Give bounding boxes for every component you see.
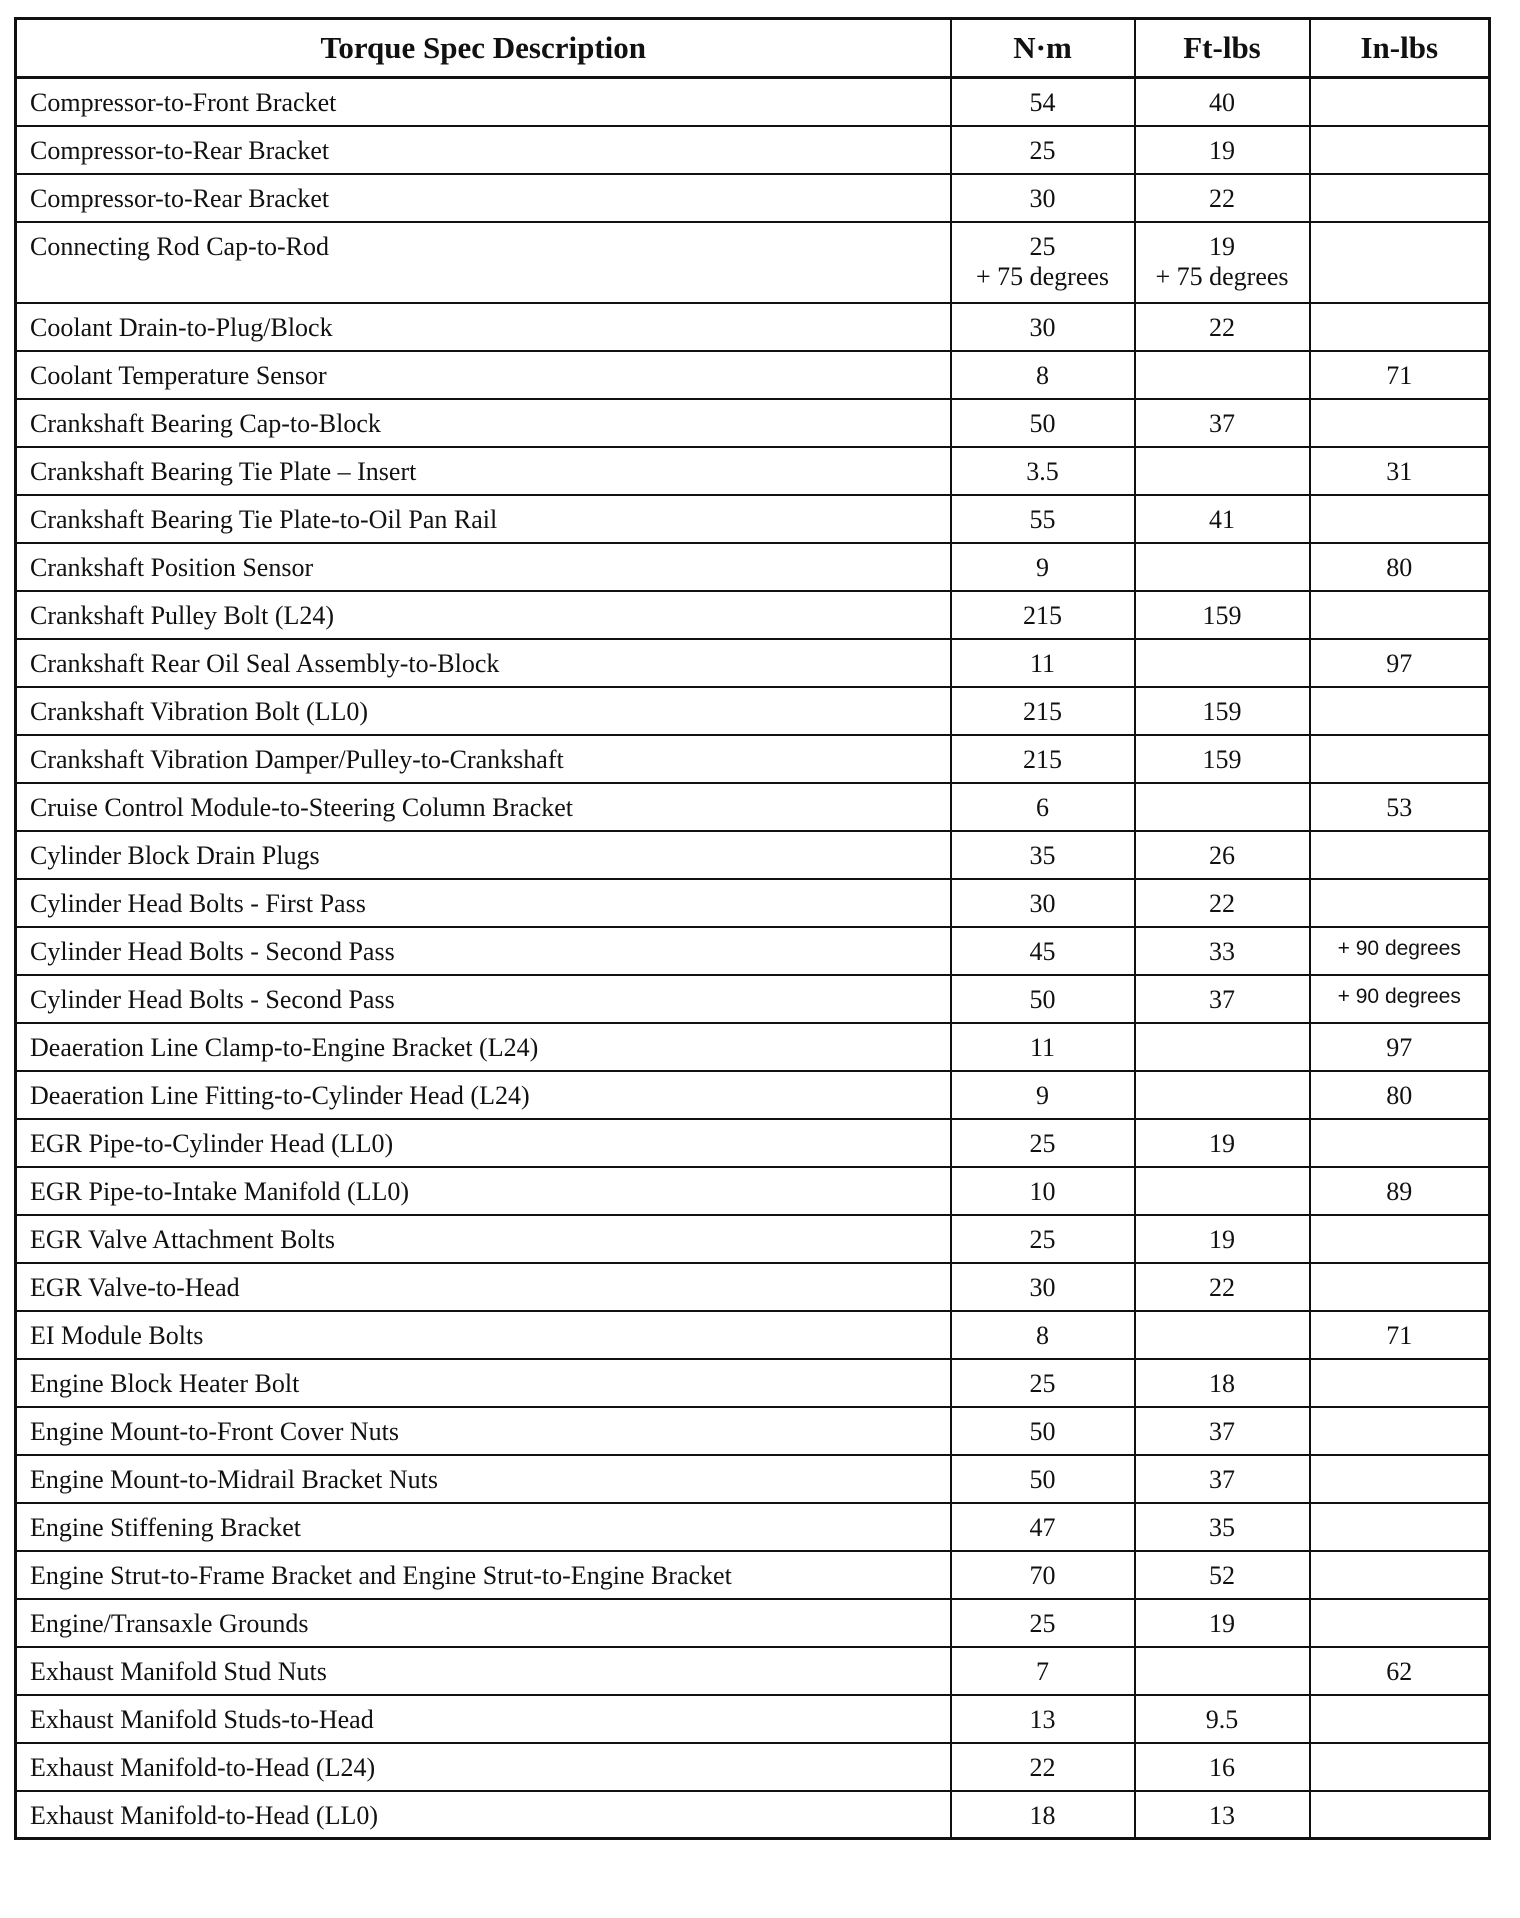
header-description: Torque Spec Description [16, 19, 951, 78]
row-newton-meters: 7 [951, 1647, 1135, 1695]
row-description: Engine Mount-to-Midrail Bracket Nuts [16, 1455, 951, 1503]
row-foot-pounds: 40 [1135, 78, 1310, 126]
row-description: Compressor-to-Front Bracket [16, 78, 951, 126]
row-inch-pounds: 53 [1310, 783, 1490, 831]
row-newton-meters: 3.5 [951, 447, 1135, 495]
row-newton-meters: 6 [951, 783, 1135, 831]
row-description: EI Module Bolts [16, 1311, 951, 1359]
torque-spec-table [14, 17, 1491, 1840]
row-inch-pounds: 71 [1310, 351, 1490, 399]
row-foot-pounds: 19 [1135, 1119, 1310, 1167]
row-newton-meters: 50 [951, 975, 1135, 1023]
row-newton-meters: 215 [951, 687, 1135, 735]
row-inch-pounds: 62 [1310, 1647, 1490, 1695]
row-inch-pounds [1310, 1503, 1490, 1551]
row-description: Exhaust Manifold-to-Head (L24) [16, 1743, 951, 1791]
row-newton-meters: 55 [951, 495, 1135, 543]
row-description: Crankshaft Vibration Damper/Pulley-to-Crankshaft [16, 735, 951, 783]
row-foot-pounds [1135, 783, 1310, 831]
row-foot-pounds: 33 [1135, 927, 1310, 975]
row-description: EGR Valve Attachment Bolts [16, 1215, 951, 1263]
header-foot-pounds: Ft-lbs [1135, 19, 1310, 78]
row-newton-meters-angle: + 75 degrees [975, 261, 1110, 291]
table-row [16, 1791, 1490, 1839]
row-description: EGR Valve-to-Head [16, 1263, 951, 1311]
table-row [16, 1023, 1490, 1071]
table-row [16, 1455, 1490, 1503]
table-row [16, 495, 1490, 543]
header-inch-pounds: In-lbs [1310, 19, 1490, 78]
row-newton-meters: 45 [951, 927, 1135, 975]
row-inch-pounds [1310, 1359, 1490, 1407]
row-foot-pounds: 13 [1135, 1791, 1310, 1839]
row-newton-meters: 35 [951, 831, 1135, 879]
table-row [16, 174, 1490, 222]
row-description: Crankshaft Bearing Cap-to-Block [16, 399, 951, 447]
row-newton-meters: 47 [951, 1503, 1135, 1551]
row-description: Coolant Temperature Sensor [16, 351, 951, 399]
row-newton-meters: 9 [951, 543, 1135, 591]
row-description: EGR Pipe-to-Intake Manifold (LL0) [16, 1167, 951, 1215]
row-inch-pounds [1310, 1599, 1490, 1647]
row-inch-pounds [1310, 126, 1490, 174]
row-foot-pounds [1135, 1647, 1310, 1695]
row-description: Connecting Rod Cap-to-Rod [16, 222, 951, 303]
table-row [16, 879, 1490, 927]
table-row [16, 1359, 1490, 1407]
table-row [16, 126, 1490, 174]
row-foot-pounds: 22 [1135, 1263, 1310, 1311]
row-newton-meters: 215 [951, 591, 1135, 639]
row-description: Cruise Control Module-to-Steering Column Bracket [16, 783, 951, 831]
row-inch-pounds [1310, 78, 1490, 126]
row-newton-meters: 215 [951, 735, 1135, 783]
row-newton-meters: 11 [951, 639, 1135, 687]
row-inch-pounds [1310, 1695, 1490, 1743]
row-foot-pounds [1135, 1023, 1310, 1071]
row-inch-pounds [1310, 303, 1490, 351]
row-description: Cylinder Head Bolts - Second Pass [16, 927, 951, 975]
row-description: Cylinder Head Bolts - Second Pass [16, 975, 951, 1023]
table-row [16, 1311, 1490, 1359]
row-newton-meters: 70 [951, 1551, 1135, 1599]
row-description: Compressor-to-Rear Bracket [16, 174, 951, 222]
row-inch-pounds [1310, 1407, 1490, 1455]
row-foot-pounds [1135, 1311, 1310, 1359]
row-inch-pounds [1310, 1215, 1490, 1263]
row-inch-pounds [1310, 879, 1490, 927]
row-newton-meters: 30 [951, 879, 1135, 927]
row-newton-meters: 25 [951, 126, 1135, 174]
row-newton-meters: 50 [951, 1407, 1135, 1455]
table-row [16, 1119, 1490, 1167]
row-newton-meters-value: 25 [1029, 231, 1056, 261]
row-inch-pounds [1310, 1455, 1490, 1503]
row-foot-pounds [1135, 1167, 1310, 1215]
table-row [16, 1647, 1490, 1695]
table-row [16, 687, 1490, 735]
table-row [16, 927, 1490, 975]
row-newton-meters: 54 [951, 78, 1135, 126]
row-description: Deaeration Line Clamp-to-Engine Bracket (L24) [16, 1023, 951, 1071]
row-foot-pounds [1135, 543, 1310, 591]
table-row [16, 783, 1490, 831]
row-foot-pounds: 41 [1135, 495, 1310, 543]
row-inch-pounds: 97 [1310, 639, 1490, 687]
table-row [16, 1743, 1490, 1791]
row-foot-pounds: 18 [1135, 1359, 1310, 1407]
row-foot-pounds: 19 [1135, 1599, 1310, 1647]
table-row [16, 1215, 1490, 1263]
row-foot-pounds: 26 [1135, 831, 1310, 879]
row-inch-pounds [1310, 1551, 1490, 1599]
row-inch-pounds [1310, 1743, 1490, 1791]
row-description: Exhaust Manifold Stud Nuts [16, 1647, 951, 1695]
row-newton-meters: 25 [951, 1599, 1135, 1647]
row-inch-pounds [1310, 495, 1490, 543]
row-newton-meters: 30 [951, 174, 1135, 222]
row-foot-pounds [1135, 351, 1310, 399]
row-inch-pounds: 80 [1310, 1071, 1490, 1119]
row-newton-meters: 11 [951, 1023, 1135, 1071]
header-newton-meters: N·m [951, 19, 1135, 78]
table-row [16, 1407, 1490, 1455]
row-foot-pounds: 35 [1135, 1503, 1310, 1551]
table-row [16, 447, 1490, 495]
row-description: Crankshaft Bearing Tie Plate – Insert [16, 447, 951, 495]
table-row [16, 78, 1490, 126]
row-description: Deaeration Line Fitting-to-Cylinder Head (L24) [16, 1071, 951, 1119]
table-row [16, 1503, 1490, 1551]
row-description: Coolant Drain-to-Plug/Block [16, 303, 951, 351]
row-foot-pounds: 52 [1135, 1551, 1310, 1599]
row-newton-meters: 22 [951, 1743, 1135, 1791]
row-inch-pounds: 89 [1310, 1167, 1490, 1215]
row-foot-pounds: 19 [1135, 1215, 1310, 1263]
row-foot-pounds: 37 [1135, 1407, 1310, 1455]
row-newton-meters: 10 [951, 1167, 1135, 1215]
row-description: EGR Pipe-to-Cylinder Head (LL0) [16, 1119, 951, 1167]
row-newton-meters: 8 [951, 1311, 1135, 1359]
row-inch-pounds [1310, 174, 1490, 222]
row-foot-pounds: 22 [1135, 174, 1310, 222]
row-description: Crankshaft Pulley Bolt (L24) [16, 591, 951, 639]
row-inch-pounds [1310, 1791, 1490, 1839]
row-inch-pounds [1310, 735, 1490, 783]
row-foot-pounds: 37 [1135, 975, 1310, 1023]
row-description: Crankshaft Position Sensor [16, 543, 951, 591]
row-foot-pounds: 37 [1135, 399, 1310, 447]
table-body [16, 78, 1490, 1839]
table-row [16, 975, 1490, 1023]
row-description: Crankshaft Vibration Bolt (LL0) [16, 687, 951, 735]
row-description: Exhaust Manifold-to-Head (LL0) [16, 1791, 951, 1839]
row-newton-meters: 9 [951, 1071, 1135, 1119]
table-row [16, 1599, 1490, 1647]
row-foot-pounds: 16 [1135, 1743, 1310, 1791]
row-inch-pounds [1310, 1263, 1490, 1311]
row-description: Engine Mount-to-Front Cover Nuts [16, 1407, 951, 1455]
table-header-row [16, 19, 1490, 78]
row-foot-pounds [1135, 222, 1310, 303]
row-inch-pounds: 31 [1310, 447, 1490, 495]
row-foot-pounds: 159 [1135, 687, 1310, 735]
table-row [16, 1551, 1490, 1599]
table-row [16, 639, 1490, 687]
row-foot-pounds-value: 19 [1209, 231, 1235, 261]
row-newton-meters [951, 222, 1135, 303]
row-newton-meters: 25 [951, 1119, 1135, 1167]
row-description: Crankshaft Bearing Tie Plate-to-Oil Pan Rail [16, 495, 951, 543]
row-inch-pounds: 97 [1310, 1023, 1490, 1071]
row-foot-pounds: 19 [1135, 126, 1310, 174]
row-newton-meters: 8 [951, 351, 1135, 399]
row-foot-pounds: 159 [1135, 735, 1310, 783]
row-newton-meters: 50 [951, 1455, 1135, 1503]
row-newton-meters: 30 [951, 1263, 1135, 1311]
table-row [16, 351, 1490, 399]
row-description: Exhaust Manifold Studs-to-Head [16, 1695, 951, 1743]
table-row [16, 735, 1490, 783]
table-row [16, 591, 1490, 639]
row-newton-meters: 30 [951, 303, 1135, 351]
row-inch-pounds: + 90 degrees [1310, 975, 1490, 1023]
row-newton-meters: 13 [951, 1695, 1135, 1743]
row-inch-pounds [1310, 399, 1490, 447]
row-newton-meters: 25 [951, 1359, 1135, 1407]
row-newton-meters: 18 [951, 1791, 1135, 1839]
row-description: Cylinder Head Bolts - First Pass [16, 879, 951, 927]
row-description: Cylinder Block Drain Plugs [16, 831, 951, 879]
table-row [16, 303, 1490, 351]
row-foot-pounds: 37 [1135, 1455, 1310, 1503]
row-inch-pounds [1310, 1119, 1490, 1167]
row-foot-pounds [1135, 447, 1310, 495]
row-inch-pounds [1310, 222, 1490, 303]
row-foot-pounds: 22 [1135, 303, 1310, 351]
row-description: Engine Strut-to-Frame Bracket and Engine Strut-to-Engine Bracket [16, 1551, 951, 1599]
row-description: Engine Block Heater Bolt [16, 1359, 951, 1407]
row-description: Compressor-to-Rear Bracket [16, 126, 951, 174]
row-foot-pounds: 159 [1135, 591, 1310, 639]
row-foot-pounds: 22 [1135, 879, 1310, 927]
table-row [16, 222, 1490, 303]
row-inch-pounds: 80 [1310, 543, 1490, 591]
table-row [16, 831, 1490, 879]
row-foot-pounds [1135, 639, 1310, 687]
row-inch-pounds [1310, 591, 1490, 639]
row-description: Crankshaft Rear Oil Seal Assembly-to-Block [16, 639, 951, 687]
row-foot-pounds: 9.5 [1135, 1695, 1310, 1743]
table-row [16, 1071, 1490, 1119]
table-row [16, 1167, 1490, 1215]
row-newton-meters: 25 [951, 1215, 1135, 1263]
row-description: Engine/Transaxle Grounds [16, 1599, 951, 1647]
row-foot-pounds [1135, 1071, 1310, 1119]
table-row [16, 1695, 1490, 1743]
row-inch-pounds: 71 [1310, 1311, 1490, 1359]
table-row [16, 1263, 1490, 1311]
row-inch-pounds [1310, 687, 1490, 735]
torque-spec-sheet [14, 17, 1488, 1909]
row-inch-pounds: + 90 degrees [1310, 927, 1490, 975]
row-description: Engine Stiffening Bracket [16, 1503, 951, 1551]
row-inch-pounds [1310, 831, 1490, 879]
row-newton-meters: 50 [951, 399, 1135, 447]
row-foot-pounds-angle: + 75 degrees [1155, 261, 1289, 291]
table-row [16, 543, 1490, 591]
table-row [16, 399, 1490, 447]
